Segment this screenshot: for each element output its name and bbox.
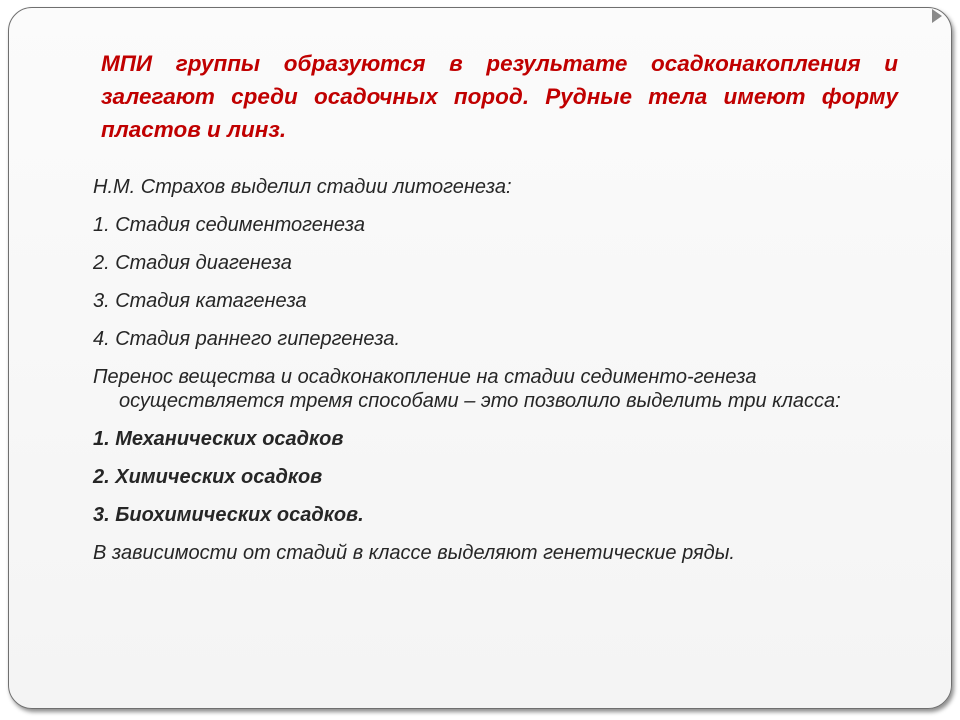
list-item-class-1: 1. Механических осадков: [93, 428, 344, 450]
list-item-class-3: 3. Биохимических осадков.: [93, 504, 364, 526]
list-item-stage-4: 4. Стадия раннего гипергенеза.: [93, 328, 401, 350]
list-item-stage-1: 1. Стадия седиментогенеза: [93, 214, 365, 236]
body-text-list: [93, 175, 883, 579]
list-item-stage-3: 3. Стадия катагенеза: [93, 290, 307, 312]
list-item-stage-2: 2. Стадия диагенеза: [93, 252, 292, 274]
paragraph-intro: Н.М. Страхов выделил стадии литогенеза:: [93, 176, 512, 198]
paragraph-transfer: Перенос вещества и осадконакопление на стадии седименто-генеза осуществляется тремя способами – это позволило выделить три класса:: [93, 366, 841, 412]
list-item-class-2: 2. Химических осадков: [93, 466, 323, 488]
paragraph-conclusion: В зависимости от стадий в классе выделяют генетические ряды.: [93, 542, 735, 564]
triangle-right-icon: [932, 9, 942, 23]
slide-heading: МПИ группы образуются в результате осадконакопления и залегают среди осадочных пород. Рудные тела имеют форму пластов и линз.: [101, 51, 898, 142]
